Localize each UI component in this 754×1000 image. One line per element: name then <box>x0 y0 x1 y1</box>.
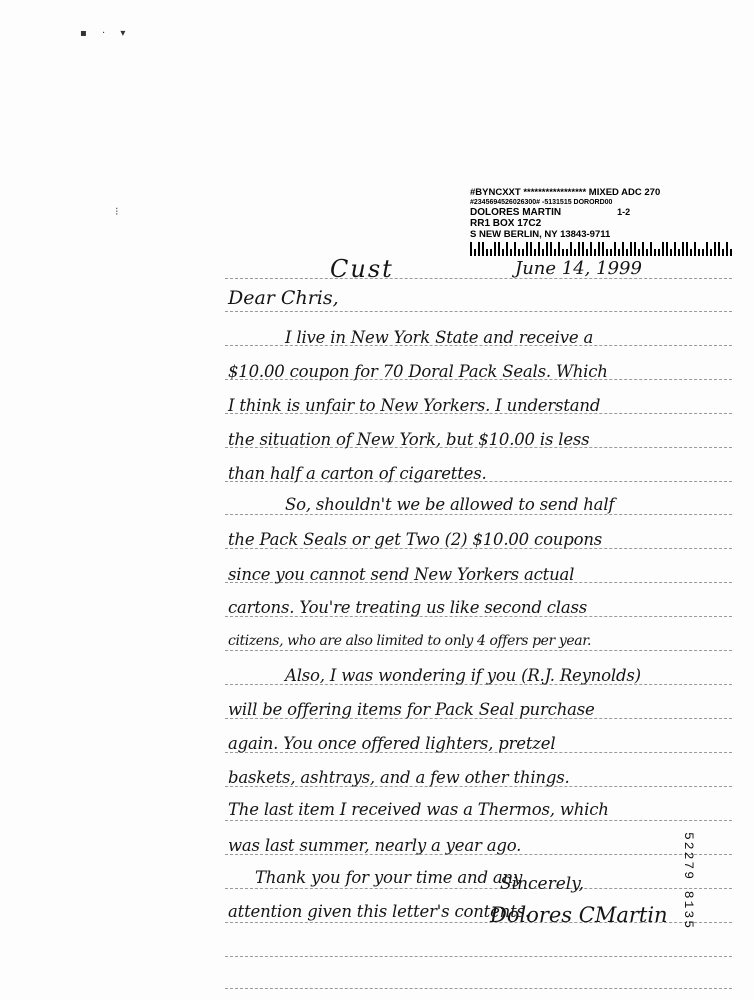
barcode-bar <box>618 249 620 256</box>
barcode-bar <box>658 249 660 256</box>
barcode-bar <box>546 242 548 256</box>
ruled-line <box>225 278 732 279</box>
barcode-bar <box>706 242 708 256</box>
barcode-bar <box>526 242 528 256</box>
scan-specks: ▪ · ▾ <box>80 28 132 39</box>
barcode-bar <box>606 249 608 256</box>
body-line: the Pack Seals or get Two (2) $10.00 coupons <box>228 530 603 549</box>
label-line-2: #2345694526026300# -5131515 DORORD00 <box>470 199 613 206</box>
salutation: Dear Chris, <box>228 287 339 309</box>
label-name: DOLORES MARTIN <box>470 207 562 218</box>
body-line: attention given this letter's contents. <box>228 902 530 921</box>
body-line: Thank you for your time and any <box>255 868 523 887</box>
barcode-bar <box>534 249 536 256</box>
barcode-bar <box>630 242 632 256</box>
barcode-bar <box>682 242 684 256</box>
label-sequence: 1-2 <box>617 207 631 217</box>
cust-annotation: Cust <box>330 255 394 283</box>
barcode-bar <box>506 242 508 256</box>
barcode-bar <box>730 249 732 256</box>
barcode-bar <box>650 242 652 256</box>
barcode-bar <box>482 242 484 256</box>
barcode-bar <box>470 242 472 256</box>
barcode-bar <box>714 242 716 256</box>
barcode-bar <box>474 249 476 256</box>
label-name-row <box>470 207 740 218</box>
barcode-bar <box>486 249 488 256</box>
barcode-bar <box>578 242 580 256</box>
barcode-bar <box>642 242 644 256</box>
body-line: cartons. You're treating us like second class <box>228 598 588 617</box>
barcode-bar <box>570 242 572 256</box>
barcode-bar <box>514 242 516 256</box>
barcode-bar <box>678 249 680 256</box>
barcode-bar <box>634 242 636 256</box>
barcode-bar <box>594 249 596 256</box>
barcode-bar <box>610 249 612 256</box>
barcode-bar <box>502 249 504 256</box>
barcode-bar <box>622 242 624 256</box>
label-address: RR1 BOX 17C2 <box>470 218 542 229</box>
barcode-bar <box>722 249 724 256</box>
closing: Sincerely, <box>500 874 584 894</box>
barcode-bar <box>542 249 544 256</box>
barcode-bar <box>582 242 584 256</box>
ruled-line <box>225 311 732 312</box>
body-line: was last summer, nearly a year ago. <box>228 836 522 855</box>
body-line: I think is unfair to New Yorkers. I understand <box>228 396 601 415</box>
barcode-bar <box>718 242 720 256</box>
barcode-bar <box>590 242 592 256</box>
body-line: I live in New York State and receive a <box>285 328 594 347</box>
barcode-bar <box>694 242 696 256</box>
body-line: will be offering items for Pack Seal purchase <box>228 700 595 719</box>
barcode-bar <box>662 242 664 256</box>
barcode-bar <box>558 242 560 256</box>
body-line: baskets, ashtrays, and a few other things. <box>228 768 570 787</box>
barcode-bar <box>522 249 524 256</box>
barcode-bar <box>686 242 688 256</box>
body-line: since you cannot send New Yorkers actual <box>228 565 575 584</box>
label-line-1: #BYNCXXT ***************** MIXED ADC 270 <box>470 187 661 198</box>
ruled-line <box>225 888 732 889</box>
mailing-label <box>470 187 740 256</box>
barcode-bar <box>478 242 480 256</box>
body-line: $10.00 coupon for 70 Doral Pack Seals. Which <box>228 362 608 381</box>
barcode-bar <box>614 242 616 256</box>
barcode-bar <box>574 249 576 256</box>
body-line: The last item I received was a Thermos, which <box>228 800 609 819</box>
barcode-bar <box>702 249 704 256</box>
barcode-bar <box>646 249 648 256</box>
barcode-bar <box>670 249 672 256</box>
barcode-bar <box>490 249 492 256</box>
barcode-bar <box>538 242 540 256</box>
barcode-bar <box>562 249 564 256</box>
ruled-line <box>225 956 732 957</box>
barcode-bar <box>710 249 712 256</box>
body-line: again. You once offered lighters, pretzel <box>228 734 556 753</box>
body-line: So, shouldn't we be allowed to send half <box>285 495 615 514</box>
barcode-bar <box>602 242 604 256</box>
barcode-bar <box>690 249 692 256</box>
barcode-bar <box>566 249 568 256</box>
barcode-bar <box>550 242 552 256</box>
barcode-bar <box>654 249 656 256</box>
barcode-bar <box>726 242 728 256</box>
barcode-bar <box>698 249 700 256</box>
barcode-bar <box>554 249 556 256</box>
barcode-bar <box>510 249 512 256</box>
ruled-line <box>225 988 732 989</box>
barcode-bar <box>666 242 668 256</box>
barcode-bar <box>518 249 520 256</box>
label-city-state-zip: S NEW BERLIN, NY 13843-9711 <box>470 229 611 240</box>
body-line: the situation of New York, but $10.00 is less <box>228 430 590 449</box>
postal-barcode <box>470 242 738 256</box>
letter-date: June 14, 1999 <box>515 258 642 279</box>
barcode-bar <box>638 249 640 256</box>
ruled-line <box>225 514 732 515</box>
document-number: 52279 8135 <box>681 832 696 931</box>
stray-mark: ⁝ <box>115 205 119 218</box>
barcode-bar <box>598 242 600 256</box>
body-line: citizens, who are also limited to only 4 offers per year. <box>228 633 592 649</box>
ruled-line <box>225 650 732 651</box>
barcode-bar <box>530 242 532 256</box>
body-line: than half a carton of cigarettes. <box>228 464 487 483</box>
barcode-bar <box>626 249 628 256</box>
ruled-line <box>225 820 732 821</box>
barcode-bar <box>674 242 676 256</box>
body-line: Also, I was wondering if you (R.J. Reynolds) <box>285 666 641 685</box>
barcode-bar <box>498 242 500 256</box>
barcode-bar <box>586 249 588 256</box>
signature: Dolores CMartin <box>490 903 668 927</box>
barcode-bar <box>494 242 496 256</box>
